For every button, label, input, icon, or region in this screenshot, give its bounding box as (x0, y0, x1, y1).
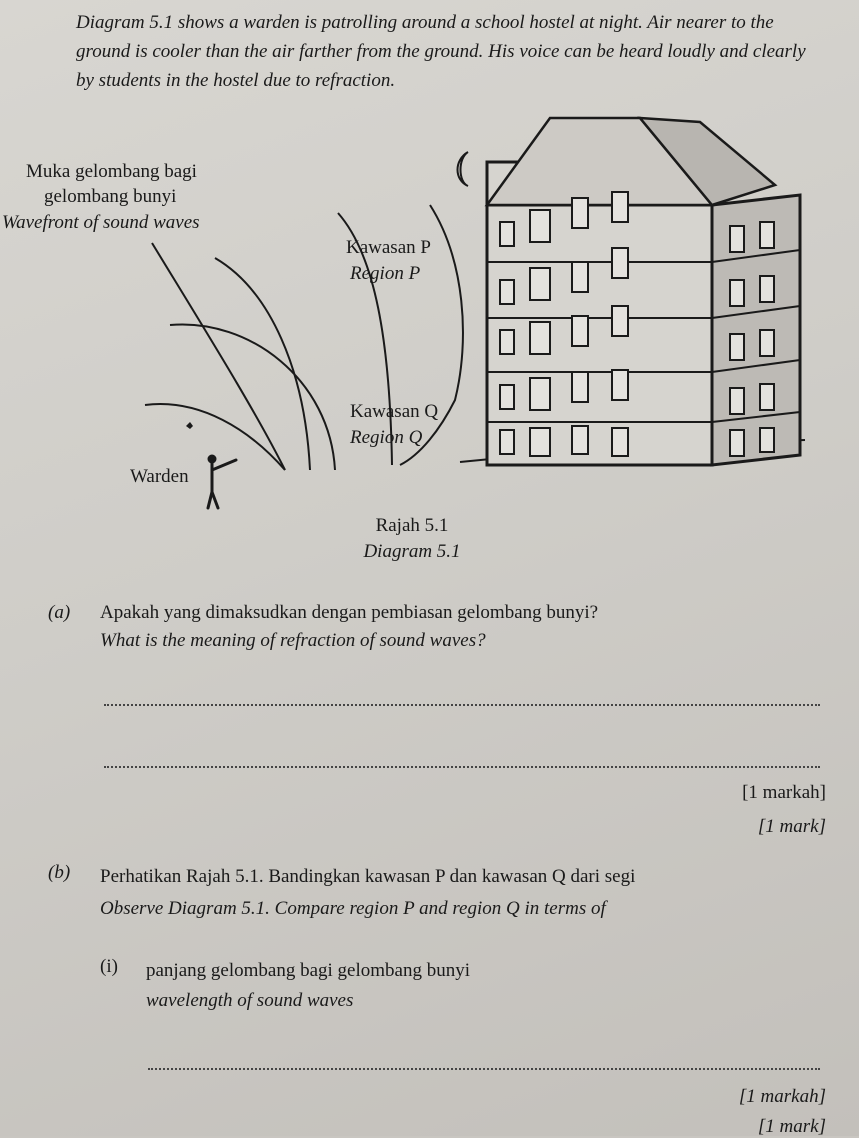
question-a-marks-ms: [1 markah] (742, 782, 826, 803)
answer-line-a1[interactable] (104, 704, 820, 706)
question-a-number: (a) (48, 602, 71, 623)
wavefront-label-en: Wavefront of sound waves (2, 212, 200, 233)
region-p-label-ms: Kawasan P (346, 237, 431, 258)
moon-icon (458, 152, 469, 186)
question-a-text-ms: Apakah yang dimaksudkan dengan pembiasan gelombang bunyi? (100, 602, 599, 623)
intro-paragraph: Diagram 5.1 shows a warden is patrolling around a school hostel at night. Air nearer to the ground is cooler than the air farther from the ground. His voice can be heard loudly and clearly by students in the hostel due to refraction. (76, 12, 806, 91)
question-b-text-ms: Perhatikan Rajah 5.1. Bandingkan kawasan P dan kawasan Q dari segi (100, 866, 636, 887)
question-a-text-en: What is the meaning of refraction of sound waves? (100, 630, 486, 651)
figure-caption-ms: Rajah 5.1 (375, 515, 449, 536)
answer-line-b-i[interactable] (148, 1068, 820, 1070)
question-b-i-marks-en: [1 mark] (757, 1116, 826, 1137)
warden-figure (208, 456, 236, 508)
refraction-diagram (0, 100, 859, 520)
figure-caption-en: Diagram 5.1 (363, 541, 461, 562)
wavefront-3 (170, 324, 335, 470)
question-b-i-text-ms: panjang gelombang bagi gelombang bunyi (146, 960, 470, 981)
region-p-label-en: Region P (350, 263, 421, 284)
question-b-number: (b) (48, 862, 71, 883)
warden-label: Warden (130, 466, 189, 487)
hostel-building (487, 118, 800, 465)
wavefront-label-ms-line2: gelombang bunyi (44, 186, 177, 207)
region-q-label-en: Region Q (350, 427, 423, 448)
question-b-text-en: Observe Diagram 5.1. Compare region P and region Q in terms of (100, 898, 606, 919)
question-b-i-marks-ms: [1 markah] (738, 1086, 826, 1107)
question-b-i-number: (i) (100, 956, 118, 977)
wavefront-2 (215, 258, 310, 470)
question-a-marks-en: [1 mark] (757, 816, 826, 837)
bird-icon (186, 422, 193, 429)
wavefront-label-ms-line1: Muka gelombang bagi (26, 161, 197, 182)
answer-line-a2[interactable] (104, 766, 820, 768)
question-b-i-text-en: wavelength of sound waves (146, 990, 354, 1011)
region-q-label-ms: Kawasan Q (350, 401, 439, 422)
wavefront-1 (152, 243, 285, 470)
